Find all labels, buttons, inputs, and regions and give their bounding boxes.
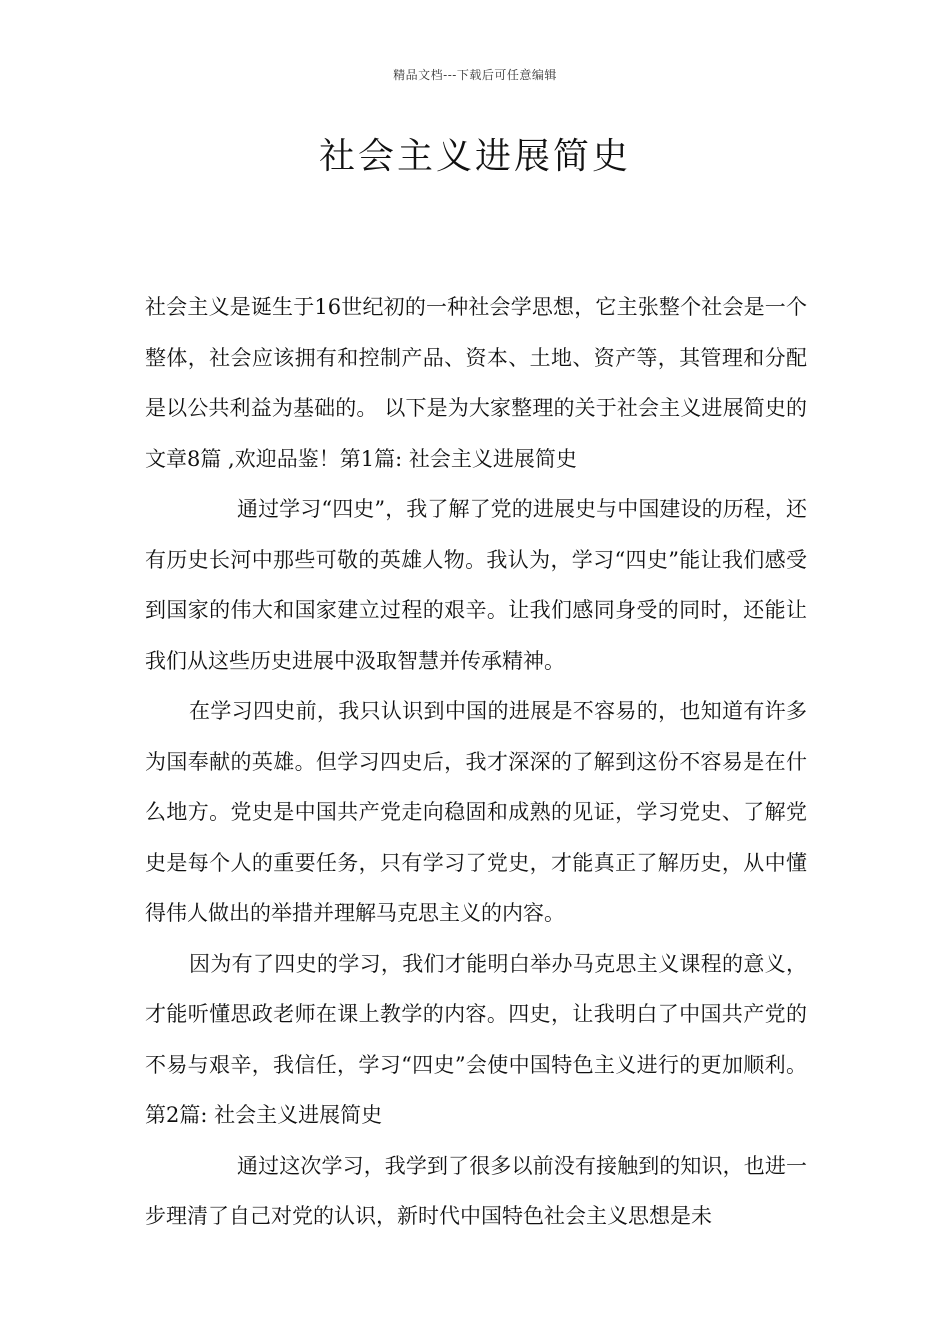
paragraph-1: 通过学习“四史”，我了解了党的进展史与中国建设的历程，还有历史长河中那些可敬的英雄人物。我认为，学习“四史”能让我们感受到国家的伟大和国家建立过程的艰辛。让我们感同身受的同时，还能让我们从这些历史进展中汲取智慧并传承精神。 bbox=[145, 497, 807, 673]
paragraph-4: 通过这次学习，我学到了很多以前没有接触到的知识，也进一步理清了自己对党的认识，新时代中国特色社会主义思想是未 bbox=[145, 1153, 807, 1228]
paragraph-3: 因为有了四史的学习，我们才能明白举办马克思主义课程的意义，才能听懂思政老师在课上教学的内容。四史，让我明白了中国共产党的不易与艰辛，我信任，学习“四史”会使中国特色主义进行的更加顺利。第2篇: 社会主义进展简史 bbox=[145, 951, 807, 1127]
header-note: 精品文档---下载后可任意编辑 bbox=[393, 68, 557, 82]
document-title: 社会主义进展简史 bbox=[318, 136, 631, 177]
document-body bbox=[145, 282, 807, 1242]
paragraph-intro: 社会主义是诞生于16世纪初的一种社会学思想，它主张整个社会是一个整体，社会应该拥有和控制产品、资本、土地、资产等，其管理和分配是以公共利益为基础的。 以下是为大家整理的关于社会主义进展简史的文章8篇 ,欢迎品鉴！第1篇: 社会主义进展简史 bbox=[145, 295, 807, 471]
paragraph-2: 在学习四史前，我只认识到中国的进展是不容易的，也知道有许多为国奉献的英雄。但学习四史后，我才深深的了解到这份不容易是在什么地方。党史是中国共产党走向稳固和成熟的见证，学习党史、了解党史是每个人的重要任务，只有学习了党史，才能真正了解历史，从中懂得伟人做出的举措并理解马克思主义的内容。 bbox=[145, 699, 807, 925]
